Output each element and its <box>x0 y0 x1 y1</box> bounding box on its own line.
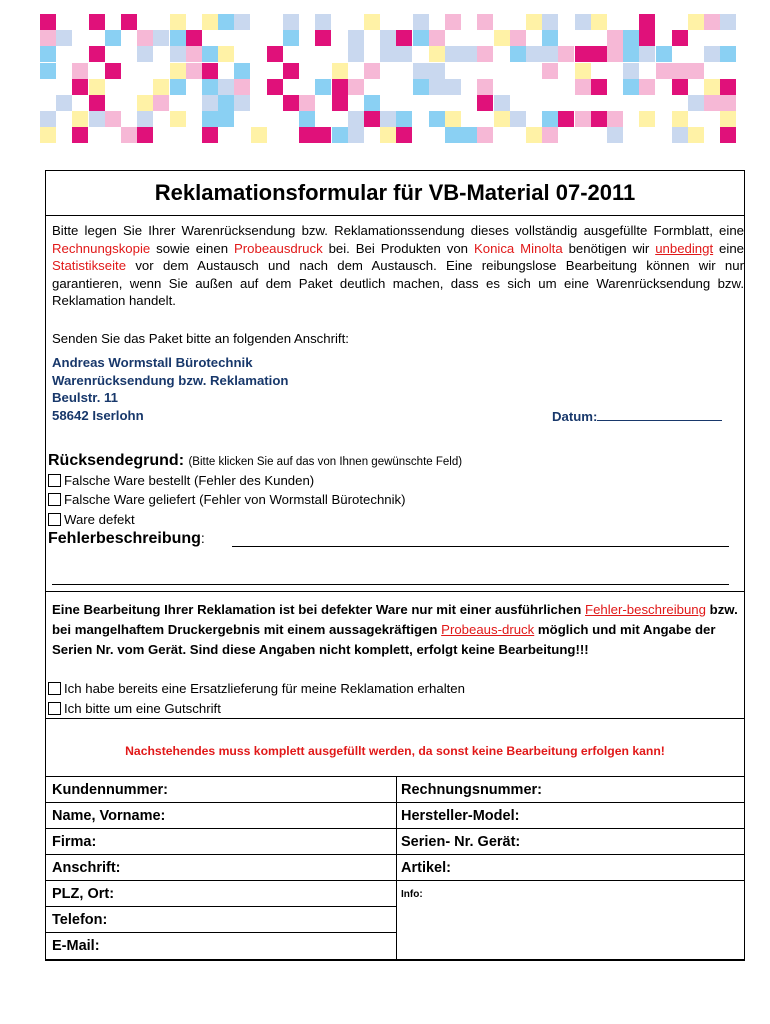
logo-pixel <box>170 30 186 46</box>
logo-pixel <box>575 14 591 30</box>
logo-pixel <box>40 127 56 143</box>
logo-pixel <box>639 79 655 95</box>
logo-pixel <box>575 79 591 95</box>
option-label: Ich habe bereits eine Ersatzlieferung für meine Reklamation erhalten <box>64 681 465 696</box>
reason-option-wrong-delivered[interactable] <box>48 491 406 509</box>
logo-pixel <box>153 30 169 46</box>
logo-pixel <box>348 30 364 46</box>
logo-pixel <box>607 127 623 143</box>
logo-pixel <box>542 111 558 127</box>
probeausdruck-link: Probeaus-druck <box>441 622 535 637</box>
logo-pixel <box>607 46 623 62</box>
field-telefon[interactable]: Telefon: <box>46 907 396 933</box>
logo-pixel <box>332 79 348 95</box>
logo-pixel <box>704 46 720 62</box>
logo-pixel <box>202 111 218 127</box>
logo-pixel <box>72 127 88 143</box>
logo-pixel <box>526 127 542 143</box>
logo-pixel <box>364 63 380 79</box>
logo-pixel <box>186 63 202 79</box>
logo-pixel <box>153 95 169 111</box>
field-hersteller-model[interactable]: Hersteller-Model: <box>397 803 744 829</box>
logo-pixel <box>396 46 412 62</box>
logo-pixel <box>396 111 412 127</box>
logo-pixel <box>89 111 105 127</box>
logo-pixel <box>332 63 348 79</box>
logo-pixel <box>429 79 445 95</box>
logo-pixel <box>591 111 607 127</box>
logo-pixel <box>218 46 234 62</box>
logo-pixel <box>251 127 267 143</box>
logo-pixel <box>720 79 736 95</box>
logo-pixel <box>72 111 88 127</box>
logo-pixel <box>575 46 591 62</box>
logo-pixel <box>72 79 88 95</box>
logo-pixel <box>623 63 639 79</box>
logo-pixel <box>429 63 445 79</box>
logo-pixel <box>234 79 250 95</box>
logo-pixel <box>688 14 704 30</box>
logo-pixel <box>72 63 88 79</box>
logo-pixel <box>575 111 591 127</box>
logo-pixel <box>137 95 153 111</box>
notice-text-3: möglich und mit Angabe der Serien Nr. vom Gerät. Sind diese Angaben nicht komplett, erfolgt keine Bearbeitung!!! <box>52 622 716 657</box>
logo-pixel <box>202 79 218 95</box>
statistikseite-highlight: Statistikseite <box>52 258 127 273</box>
logo-pixel <box>607 30 623 46</box>
logo-pixel <box>89 46 105 62</box>
logo-pixel <box>623 30 639 46</box>
logo-pixel <box>105 111 121 127</box>
logo-pixel <box>688 63 704 79</box>
logo-pixel <box>40 30 56 46</box>
logo-pixel <box>672 63 688 79</box>
logo-pixel <box>364 111 380 127</box>
logo-pixel <box>315 30 331 46</box>
field-plz-ort[interactable]: PLZ, Ort: <box>46 881 396 907</box>
logo-pixel <box>672 111 688 127</box>
logo-pixel <box>56 95 72 111</box>
logo-pixel <box>137 127 153 143</box>
logo-pixel <box>283 63 299 79</box>
logo-pixel <box>429 111 445 127</box>
address-line-3: Beulstr. 11 <box>52 390 118 405</box>
logo-pixel <box>186 30 202 46</box>
intro-text-5: eine <box>713 240 744 256</box>
logo-pixel <box>526 46 542 62</box>
reason-heading <box>48 452 462 470</box>
logo-pixel <box>477 79 493 95</box>
field-kundennummer[interactable]: Kundennummer: <box>46 777 396 803</box>
address-block <box>52 354 288 424</box>
logo-pixel <box>494 95 510 111</box>
logo-pixel <box>56 30 72 46</box>
datum-field[interactable] <box>552 408 722 424</box>
logo-pixel <box>380 46 396 62</box>
instruction-text: Nachstehendes muss komplett ausgefüllt werden, da sonst keine Bearbeitung erfolgen kann! <box>125 744 665 758</box>
logo-pixel <box>348 127 364 143</box>
wormstall-logo-mosaic <box>40 12 740 152</box>
logo-pixel <box>413 79 429 95</box>
option-label: Ich bitte um eine Gutschrift <box>64 701 221 716</box>
logo-pixel <box>396 30 412 46</box>
reason-hint: (Bitte klicken Sie auf das von Ihnen gewünschte Feld) <box>188 456 463 468</box>
logo-pixel <box>575 63 591 79</box>
logo-pixel <box>348 111 364 127</box>
logo-pixel <box>526 14 542 30</box>
logo-pixel <box>704 79 720 95</box>
unbedingt-highlight: unbedingt <box>655 240 714 256</box>
logo-pixel <box>720 95 736 111</box>
logo-pixel <box>332 127 348 143</box>
option-gutschrift[interactable] <box>48 700 221 718</box>
logo-pixel <box>137 46 153 62</box>
logo-pixel <box>40 63 56 79</box>
reason-label: Rücksendegrund: <box>48 452 185 469</box>
logo-pixel <box>315 127 331 143</box>
logo-pixel <box>380 30 396 46</box>
logo-pixel <box>364 14 380 30</box>
field-anschrift[interactable]: Anschrift: <box>46 855 396 881</box>
logo-pixel <box>364 95 380 111</box>
customer-fields-column <box>46 777 397 960</box>
logo-pixel <box>639 111 655 127</box>
checkbox[interactable] <box>48 682 61 695</box>
logo-pixel <box>202 14 218 30</box>
reason-option-label: Ware defekt <box>64 512 135 527</box>
logo-pixel <box>202 63 218 79</box>
logo-pixel <box>40 111 56 127</box>
checkbox[interactable] <box>48 702 61 715</box>
logo-pixel <box>542 30 558 46</box>
fehler-heading <box>48 530 205 548</box>
logo-pixel <box>202 95 218 111</box>
field-firma[interactable]: Firma: <box>46 829 396 855</box>
logo-pixel <box>639 46 655 62</box>
logo-pixel <box>672 79 688 95</box>
logo-pixel <box>623 46 639 62</box>
checkbox[interactable] <box>48 493 61 506</box>
logo-pixel <box>299 111 315 127</box>
logo-pixel <box>591 46 607 62</box>
send-to-text: Senden Sie das Paket bitte an folgenden Anschrift: <box>52 331 349 346</box>
logo-pixel <box>315 79 331 95</box>
address-line-2: Warenrücksendung bzw. Reklamation <box>52 372 289 388</box>
logo-pixel <box>267 46 283 62</box>
logo-pixel <box>170 79 186 95</box>
logo-pixel <box>299 95 315 111</box>
logo-pixel <box>704 95 720 111</box>
logo-pixel <box>137 30 153 46</box>
logo-pixel <box>656 63 672 79</box>
field-artikel[interactable]: Artikel: <box>397 855 744 881</box>
reason-option-wrong-ordered[interactable] <box>48 472 314 490</box>
checkbox[interactable] <box>48 513 61 526</box>
intro-paragraph <box>52 222 744 310</box>
logo-pixel <box>445 14 461 30</box>
logo-pixel <box>218 79 234 95</box>
field-rechnungsnummer[interactable]: Rechnungsnummer: <box>397 777 744 803</box>
logo-pixel <box>234 63 250 79</box>
field-name-vorname[interactable]: Name, Vorname: <box>46 803 396 829</box>
logo-pixel <box>234 14 250 30</box>
logo-pixel <box>186 46 202 62</box>
logo-pixel <box>542 14 558 30</box>
logo-pixel <box>688 95 704 111</box>
logo-pixel <box>542 46 558 62</box>
field-email[interactable]: E-Mail: <box>52 938 100 954</box>
logo-pixel <box>396 127 412 143</box>
logo-pixel <box>607 111 623 127</box>
customer-data-grid <box>45 776 745 961</box>
intro-text-6: vor dem Austausch und nach dem Austausch. Eine reibungslose Bearbeitung können wir nur garantieren, wenn Sie außen auf dem Paket deutlich machen, dass es sich um eine Warenrücksendung bzw. Reklamation handelt. <box>52 258 744 308</box>
logo-pixel <box>105 63 121 79</box>
logo-pixel <box>348 79 364 95</box>
product-fields-column <box>397 777 744 908</box>
logo-pixel <box>558 46 574 62</box>
logo-pixel <box>591 79 607 95</box>
logo-pixel <box>413 63 429 79</box>
notice-text-2: bzw. bei mangelhaftem Druckergebnis mit einem aussagekräftigen <box>52 602 738 637</box>
konica-minolta-highlight: Konica Minolta <box>473 240 563 256</box>
logo-pixel <box>105 30 121 46</box>
logo-pixel <box>720 14 736 30</box>
logo-pixel <box>477 95 493 111</box>
logo-pixel <box>89 14 105 30</box>
logo-pixel <box>720 111 736 127</box>
datum-label: Datum: <box>552 409 598 424</box>
option-ersatzlieferung[interactable] <box>48 680 465 698</box>
field-seriennummer[interactable]: Serien- Nr. Gerät: <box>397 829 744 855</box>
notice-paragraph <box>52 600 744 660</box>
logo-pixel <box>591 14 607 30</box>
logo-pixel <box>348 46 364 62</box>
logo-pixel <box>218 14 234 30</box>
logo-pixel <box>639 30 655 46</box>
logo-pixel <box>688 127 704 143</box>
logo-pixel <box>170 14 186 30</box>
logo-pixel <box>445 111 461 127</box>
logo-pixel <box>170 63 186 79</box>
logo-pixel <box>153 79 169 95</box>
intro-text-1: Bitte legen Sie Ihrer Warenrücksendung bzw. Reklamationssendung dieses vollständig ausgefüllte Formblatt, eine <box>52 223 744 238</box>
logo-pixel <box>429 30 445 46</box>
fehler-input-line-1[interactable] <box>232 545 729 547</box>
logo-pixel <box>202 46 218 62</box>
logo-pixel <box>542 127 558 143</box>
logo-pixel <box>283 95 299 111</box>
logo-pixel <box>445 127 461 143</box>
logo-pixel <box>40 46 56 62</box>
logo-pixel <box>137 111 153 127</box>
logo-pixel <box>89 79 105 95</box>
separator <box>45 718 745 719</box>
logo-pixel <box>720 127 736 143</box>
logo-pixel <box>380 127 396 143</box>
form-title: Reklamationsformular für VB-Material 07-2011 <box>46 171 744 216</box>
logo-pixel <box>558 111 574 127</box>
logo-pixel <box>656 46 672 62</box>
intro-text-3: bei. Bei Produkten von <box>322 240 474 256</box>
logo-pixel <box>315 14 331 30</box>
notice-text-1: Eine Bearbeitung Ihrer Reklamation ist bei defekter Ware nur mit einer ausführlichen <box>52 602 586 617</box>
address-line-4: 58642 Iserlohn <box>52 407 144 423</box>
logo-pixel <box>283 30 299 46</box>
logo-pixel <box>672 127 688 143</box>
logo-pixel <box>283 14 299 30</box>
logo-pixel <box>40 14 56 30</box>
logo-pixel <box>623 79 639 95</box>
address-line-1: Andreas Wormstall Bürotechnik <box>52 355 253 370</box>
logo-pixel <box>477 14 493 30</box>
logo-pixel <box>720 46 736 62</box>
logo-pixel <box>494 30 510 46</box>
probeausdruck-highlight: Probeausdruck <box>233 240 323 256</box>
logo-pixel <box>202 127 218 143</box>
logo-pixel <box>704 14 720 30</box>
intro-text-4: benötigen wir <box>562 240 656 256</box>
reason-option-label: Falsche Ware bestellt (Fehler des Kunden) <box>64 473 315 488</box>
logo-pixel <box>672 30 688 46</box>
field-info[interactable]: Info: <box>401 889 423 900</box>
logo-pixel <box>477 127 493 143</box>
checkbox[interactable] <box>48 474 61 487</box>
separator <box>45 591 745 592</box>
intro-text-2: sowie einen <box>150 240 234 256</box>
logo-pixel <box>445 79 461 95</box>
logo-pixel <box>332 95 348 111</box>
logo-pixel <box>477 46 493 62</box>
logo-pixel <box>170 46 186 62</box>
reason-option-defective[interactable] <box>48 511 135 529</box>
logo-pixel <box>494 111 510 127</box>
fehlerbeschreibung-link: Fehler-beschreibung <box>585 602 706 617</box>
logo-pixel <box>542 63 558 79</box>
fehler-colon: : <box>200 530 205 546</box>
logo-pixel <box>218 111 234 127</box>
rechnungskopie-highlight: Rechnungskopie <box>52 240 151 256</box>
logo-pixel <box>413 30 429 46</box>
logo-pixel <box>170 111 186 127</box>
logo-pixel <box>445 46 461 62</box>
logo-pixel <box>89 95 105 111</box>
logo-pixel <box>461 46 477 62</box>
logo-pixel <box>510 111 526 127</box>
logo-pixel <box>639 14 655 30</box>
logo-pixel <box>461 127 477 143</box>
logo-pixel <box>429 46 445 62</box>
logo-pixel <box>299 127 315 143</box>
fehler-input-line-2[interactable] <box>52 583 729 585</box>
reason-option-label: Falsche Ware geliefert (Fehler von Wormstall Bürotechnik) <box>64 492 406 507</box>
logo-pixel <box>510 46 526 62</box>
logo-pixel <box>121 14 137 30</box>
datum-input-line[interactable] <box>597 408 722 421</box>
logo-pixel <box>218 95 234 111</box>
logo-pixel <box>234 95 250 111</box>
logo-pixel <box>380 111 396 127</box>
logo-pixel <box>121 127 137 143</box>
fehler-label: Fehlerbeschreibung <box>48 530 201 547</box>
logo-pixel <box>510 30 526 46</box>
logo-pixel <box>267 79 283 95</box>
logo-pixel <box>413 14 429 30</box>
